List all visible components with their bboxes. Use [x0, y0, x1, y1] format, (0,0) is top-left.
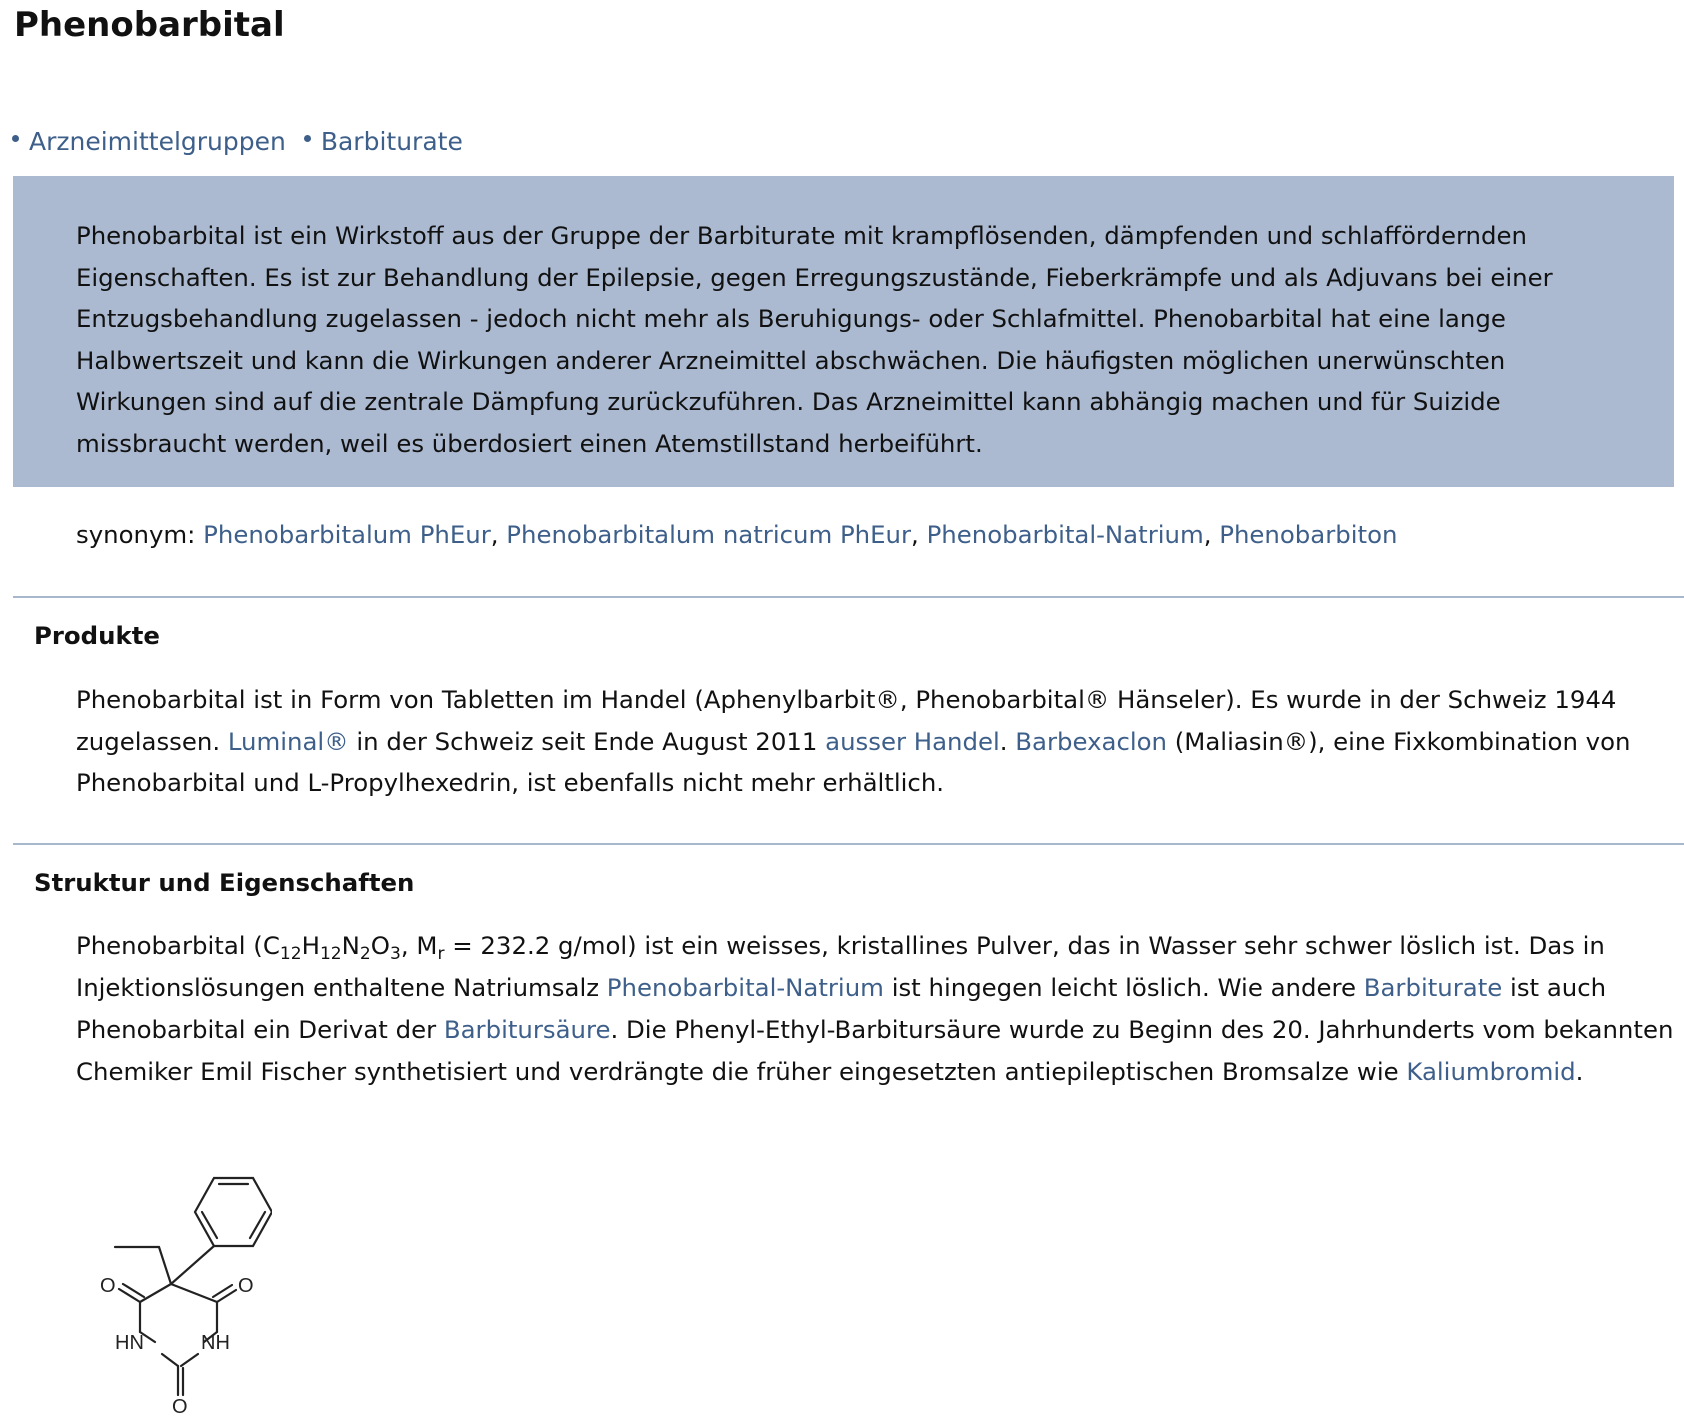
breadcrumb [12, 120, 473, 159]
produkte-text: (Maliasin®), eine Fixkombination von Phenobarbital und L-Propylhexedrin, ist ebenfalls nicht mehr erhältlich. [76, 726, 1631, 797]
struktur-text: ist hingegen leicht löslich. Wie andere [891, 973, 1356, 1002]
atom-label: HN [115, 1332, 144, 1354]
synonym-separator: , [490, 520, 499, 549]
bullet-icon [12, 135, 19, 142]
double-bond [123, 1284, 144, 1297]
synonym-link-phenobarbital-natrium[interactable]: Phenobarbital-Natrium [926, 520, 1204, 549]
struktur-text: N [341, 931, 360, 960]
synonym-line [76, 514, 1397, 556]
struktur-text: . [1575, 1057, 1584, 1086]
section-heading-produkte: Produkte [34, 621, 160, 650]
synonym-separator: , [1203, 520, 1212, 549]
phenyl-ring [195, 1178, 272, 1246]
bond [119, 1289, 140, 1302]
summary-text: Phenobarbital ist ein Wirkstoff aus der Gruppe der Barbiturate mit krampflösenden, dämpfenden und schlaffördernden Eigenschaften. Es ist zur Behandlung der Epilepsie, gegen Erregungszustände, Fieberkrämpfe und als Adjuvans bei einer Entzugsbehandlung zugelassen - jedoch nicht mehr als Beruhigungs- oder Schlafmittel. Phenobarbital hat eine lange Halbwertszeit und kann die Wirkungen anderer Arzneimittel abschwächen. Die häufigsten möglichen unerwünschten Wirkungen sind auf die zentrale Dämpfung zurückzuführen. Das Arzneimittel kann abhängig machen und für Suizide missbraucht werden, weil es überdosiert einen Atemstillstand herbeiführt. [76, 221, 1553, 458]
link-barbitursaeure[interactable]: Barbitursäure [443, 1015, 611, 1044]
synonym-separator: , [911, 520, 919, 549]
bullet-icon [304, 135, 311, 142]
struktur-text: Phenobarbital (C [76, 931, 280, 960]
link-kaliumbromid[interactable]: Kaliumbromid [1406, 1057, 1576, 1086]
atom-label: O [100, 1275, 116, 1297]
struktur-text: H [301, 931, 320, 960]
breadcrumb-link-barbiturate[interactable]: Barbiturate [320, 126, 463, 156]
atom-label: O [172, 1396, 188, 1418]
bond [162, 1354, 178, 1366]
structure-formula [92, 1170, 272, 1420]
page-title: Phenobarbital [14, 5, 285, 45]
struktur-paragraph [76, 925, 1676, 1093]
synonym-link-phenobarbitalum[interactable]: Phenobarbitalum PhEur [203, 520, 491, 549]
produkte-text: . [999, 726, 1008, 756]
bond [171, 1246, 214, 1284]
synonym-link-phenobarbiton[interactable]: Phenobarbiton [1219, 520, 1398, 549]
produkte-paragraph [76, 679, 1676, 804]
formula-subscript: 12 [279, 944, 302, 964]
link-ausser-handel[interactable]: ausser Handel [825, 726, 1000, 756]
link-phenobarbital-natrium[interactable]: Phenobarbital-Natrium [606, 973, 884, 1002]
link-barbexaclon[interactable]: Barbexaclon [1015, 726, 1168, 756]
formula-subscript: 2 [359, 944, 371, 964]
breadcrumb-item [304, 125, 463, 159]
section-heading-struktur: Struktur und Eigenschaften [34, 868, 415, 897]
produkte-text: Phenobarbital ist in Form von Tabletten im Handel (Aphenylbarbit®, Phenobarbital® Hänseler). Es wurde in der Schweiz 1944 zugelassen. [76, 685, 1617, 756]
link-barbiturate[interactable]: Barbiturate [1363, 973, 1503, 1002]
breadcrumb-item [12, 125, 286, 159]
atom-label: O [238, 1275, 254, 1297]
synonym-link-phenobarbitalum-natricum[interactable]: Phenobarbitalum natricum PhEur [506, 520, 912, 549]
bond [181, 1354, 198, 1366]
formula-subscript: r [437, 944, 445, 964]
formula-subscript: 3 [390, 944, 401, 964]
produkte-text: in der Schweiz seit Ende August 2011 [356, 726, 818, 756]
synonym-label: synonym: [76, 520, 196, 549]
struktur-text: , M [400, 931, 438, 960]
phenyl-inner-bond [250, 1212, 265, 1238]
struktur-text: . Die Phenyl-Ethyl-Barbitursäure wurde zu Beginn des 20. Jahrhunderts vom bekannten Chemiker Emil Fischer synthetisiert und verdrängte die früher eingesetzten antiepileptischen Bromsalze wie [76, 1015, 1674, 1086]
link-luminal[interactable]: Luminal® [227, 726, 349, 756]
ethyl-bond [159, 1247, 171, 1284]
formula-subscript: 12 [319, 944, 342, 964]
bond [171, 1284, 217, 1302]
bond [140, 1284, 171, 1302]
summary-box [13, 176, 1674, 487]
struktur-text: O [370, 931, 390, 960]
struktur-text: ist auch Phenobarbital ein Derivat der [76, 973, 1607, 1044]
section-divider [13, 843, 1684, 845]
breadcrumb-link-arzneimittelgruppen[interactable]: Arzneimittelgruppen [29, 126, 286, 156]
phenyl-inner-bond [202, 1212, 217, 1238]
section-divider [13, 596, 1684, 598]
atom-label: NH [201, 1332, 230, 1354]
struktur-text: = 232.2 g/mol) ist ein weisses, kristallines Pulver, das in Wasser sehr schwer löslich ist. Das in Injektionslösungen enthaltene Natriumsalz [76, 931, 1605, 1002]
